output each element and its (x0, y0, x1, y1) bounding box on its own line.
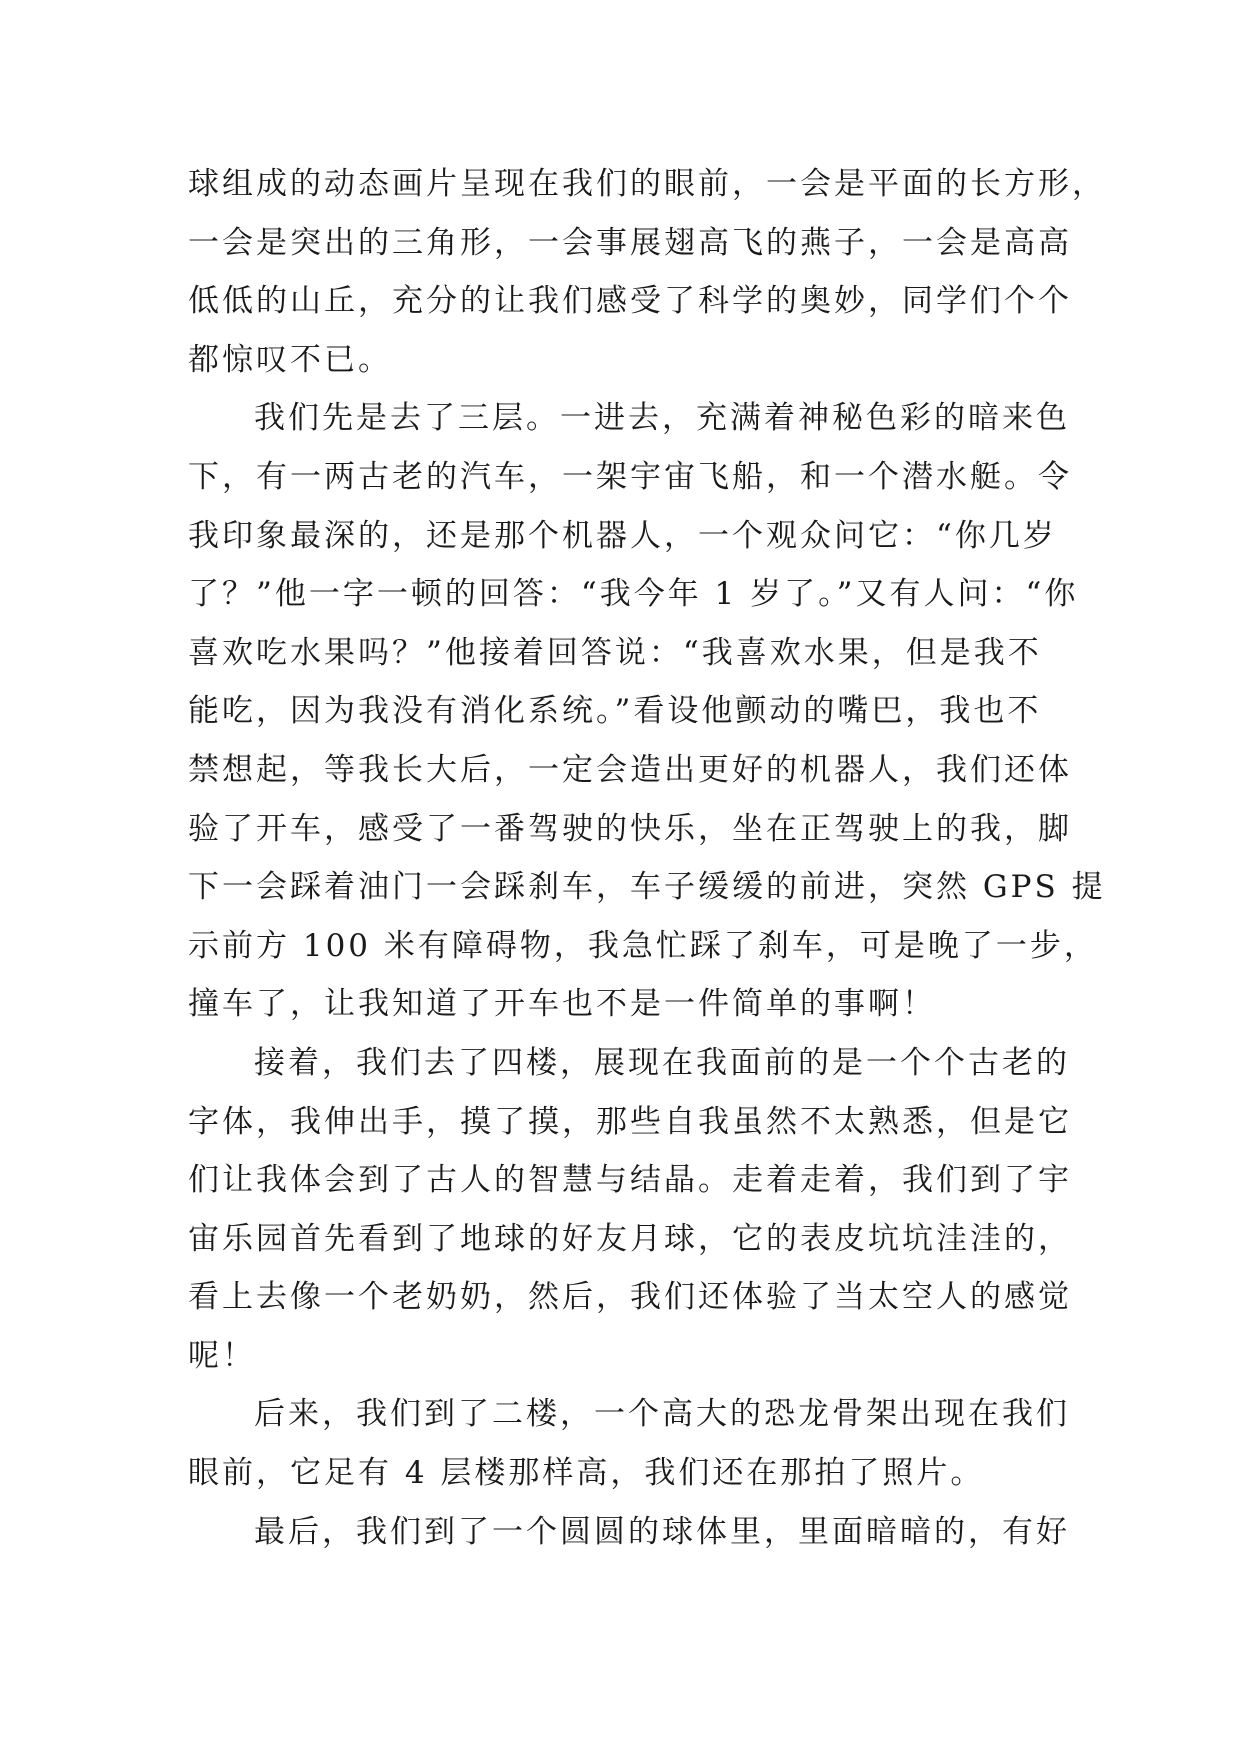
paragraph-1 (188, 155, 1106, 389)
text-line: 们让我体会到了古人的智慧与结晶。走着走着，我们到了宇 (188, 1162, 1072, 1199)
paragraph-2 (188, 389, 1106, 1034)
text-line: 最后，我们到了一个圆圆的球体里，里面暗暗的，有好 (254, 1513, 1070, 1550)
paragraph-4 (188, 1385, 1078, 1502)
text-line: 看上去像一个老奶奶，然后，我们还体验了当太空人的感觉 (188, 1279, 1072, 1316)
paragraph-3 (188, 1034, 1078, 1386)
text-line: 下一会踩着油门一会踩刹车，车子缓缓的前进，突然 GPS 提 (188, 869, 1106, 906)
text-line: 眼前，它足有 4 层楼那样高，我们还在那拍了照片。 (188, 1455, 985, 1492)
text-line: 下，有一两古老的汽车，一架宇宙飞船，和一个潜水艇。令 (188, 458, 1072, 495)
text-line: 接着，我们去了四楼，展现在我面前的是一个个古老的 (254, 1044, 1070, 1081)
text-line: 字体，我伸出手，摸了摸，那些自我虽然不太熟悉，但是它 (188, 1103, 1072, 1140)
text-line: 我印象最深的，还是那个机器人，一个观众问它：“你几岁 (188, 517, 1057, 554)
text-line: 低低的山丘，充分的让我们感受了科学的奥妙，同学们个个 (188, 283, 1072, 320)
text-line: 球组成的动态画片呈现在我们的眼前，一会是平面的长方形， (188, 166, 1106, 202)
text-line: 示前方 100 米有障碍物，我急忙踩了刹车，可是晚了一步， (188, 927, 1098, 964)
paragraph-5 (188, 1503, 1078, 1562)
text-line: 后来，我们到了二楼，一个高大的恐龙骨架出现在我们 (254, 1396, 1070, 1433)
text-line: 都惊叹不已。 (188, 341, 392, 378)
text-line: 禁想起，等我长大后，一定会造出更好的机器人，我们还体 (188, 751, 1072, 788)
text-line: 一会是突出的三角形，一会事展翅高飞的燕子，一会是高高 (188, 224, 1072, 261)
text-line: 喜欢吃水果吗？”他接着回答说：“我喜欢水果，但是我不 (188, 634, 1042, 671)
text-line: 验了开车，感受了一番驾驶的快乐，坐在正驾驶上的我，脚 (188, 810, 1072, 847)
text-line: 呢！ (188, 1337, 256, 1374)
text-line: 我们先是去了三层。一进去，充满着神秘色彩的暗来色 (254, 400, 1070, 437)
document-body (188, 155, 1106, 1561)
text-line: 宙乐园首先看到了地球的好友月球，它的表皮坑坑洼洼的， (188, 1220, 1072, 1257)
text-line: 撞车了，让我知道了开车也不是一件简单的事啊！ (188, 986, 936, 1023)
text-line: 了？”他一字一顿的回答：“我今年 1 岁了。”又有人问：“你 (188, 576, 1079, 613)
text-line: 能吃，因为我没有消化系统。”看设他颤动的嘴巴，我也不 (188, 693, 1042, 730)
